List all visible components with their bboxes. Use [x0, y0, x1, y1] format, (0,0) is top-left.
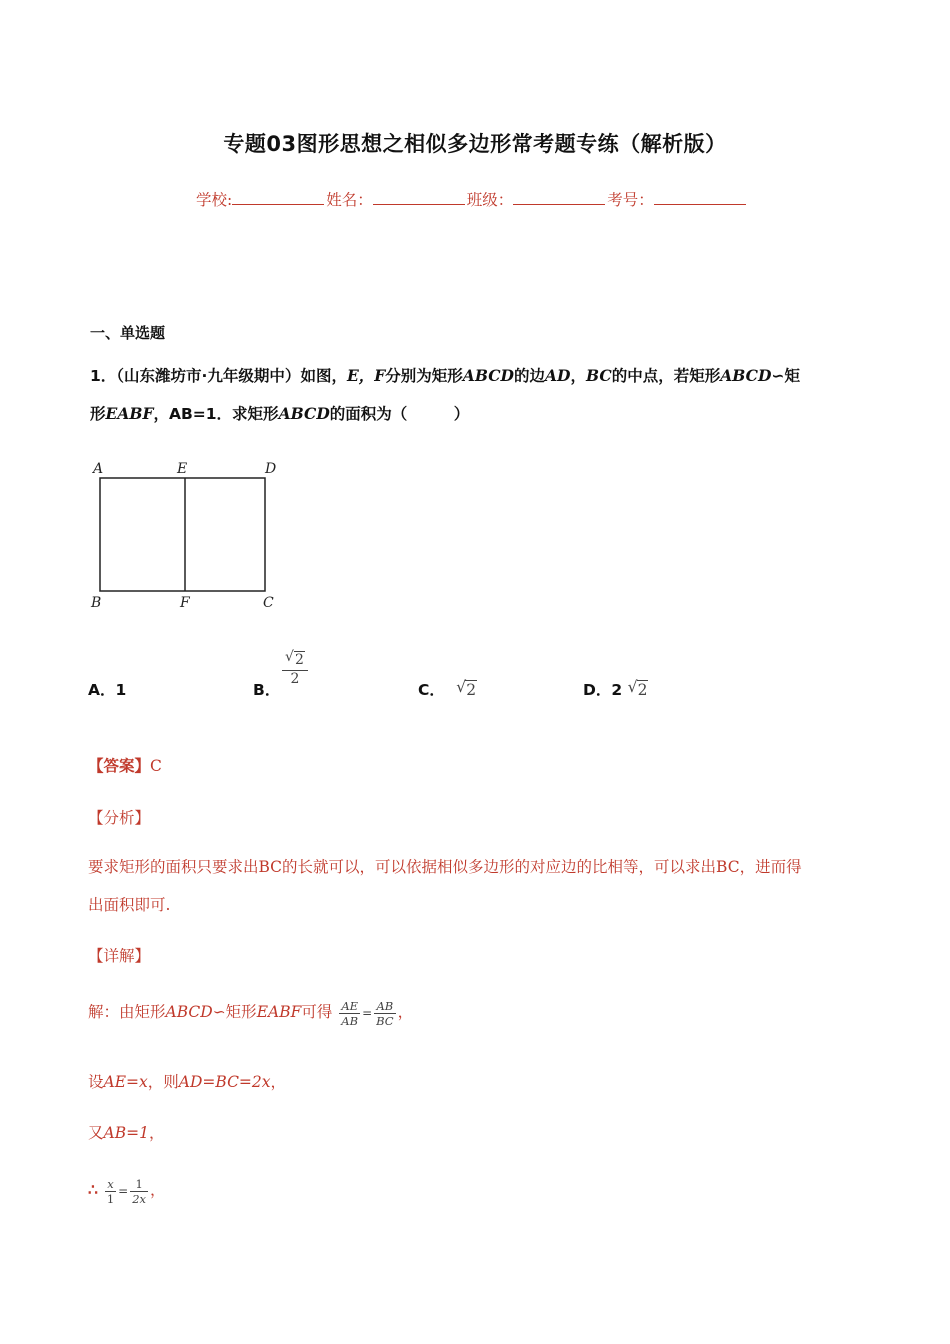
- fraction-denominator: AB: [341, 1013, 359, 1028]
- sqrt-icon: √ 2: [456, 678, 477, 699]
- question-var: ABCD: [720, 366, 772, 385]
- question-text: 的面积为（ ）: [329, 405, 470, 423]
- fraction-denominator: 2x: [132, 1191, 147, 1206]
- question-text: 的边: [514, 367, 546, 385]
- solution-step-1: [88, 992, 413, 1032]
- question-line-1: [90, 364, 800, 386]
- answer-line: [88, 754, 162, 776]
- answer-value: C: [150, 757, 162, 775]
- fraction-ab-bc: [374, 999, 395, 1028]
- question-var: E，F: [346, 366, 386, 385]
- step-expr: AE=x: [103, 1073, 148, 1091]
- sqrt-icon: √ 2: [627, 678, 648, 699]
- question-line-2: [90, 402, 469, 424]
- question-var: ABCD: [278, 404, 330, 423]
- fraction-ae-ab: [339, 999, 360, 1028]
- step-text: 解：由矩形: [88, 1003, 166, 1021]
- question-text: 分别为矩形: [385, 367, 463, 385]
- question-text: 的中点，若矩形: [611, 367, 721, 385]
- question-source: （山东潍坊市·九年级期中）: [116, 367, 301, 385]
- fraction-denominator: BC: [376, 1013, 394, 1028]
- option-d-coefficient: 2: [611, 681, 623, 699]
- question-var: ABCD: [462, 366, 514, 385]
- label-e: E: [177, 461, 188, 477]
- fraction-denominator: 1: [106, 1191, 115, 1206]
- section-title: 一、单选题: [90, 324, 166, 342]
- fraction-numerator: AE: [339, 999, 360, 1014]
- step-text: 可得: [301, 1003, 333, 1021]
- question-var: AD: [545, 366, 571, 385]
- student-info-line: [196, 188, 748, 210]
- rectangle-abcd: [100, 478, 265, 591]
- question-text: ，AB=1．求矩形: [153, 405, 279, 423]
- option-c[interactable]: [418, 678, 477, 700]
- equals-sign: =: [362, 1006, 373, 1020]
- option-a-label: A．: [88, 681, 116, 699]
- analysis-tag: 【分析】: [88, 809, 151, 827]
- step-text: ，: [270, 1073, 287, 1091]
- therefore-symbol: ∴: [88, 1180, 98, 1199]
- label-f: F: [180, 595, 190, 611]
- id-label: 考号：: [607, 191, 654, 209]
- step-text: ∽矩形: [212, 1003, 257, 1021]
- label-a: A: [93, 461, 104, 477]
- answer-tag: 【答案】: [88, 756, 151, 775]
- option-b-label: B．: [253, 681, 281, 699]
- step-text: ，则: [147, 1073, 179, 1091]
- class-blank[interactable]: [513, 190, 605, 205]
- fraction-x-1: [105, 1177, 116, 1206]
- equals-sign: =: [118, 1184, 129, 1198]
- question-number: 1．: [90, 367, 117, 385]
- name-label: 姓名：: [326, 191, 373, 209]
- option-c-label: C．: [418, 681, 445, 699]
- rectangle-figure: [85, 455, 285, 615]
- option-a[interactable]: [88, 678, 126, 700]
- step-var: EABF: [256, 1003, 302, 1021]
- solution-step-3: [88, 1121, 164, 1143]
- fraction-numerator: x: [105, 1177, 116, 1192]
- label-d: D: [265, 461, 277, 477]
- option-d[interactable]: [583, 678, 648, 700]
- step-expr: AD=BC=2x: [178, 1073, 271, 1091]
- school-blank[interactable]: [232, 190, 324, 205]
- name-blank[interactable]: [373, 190, 465, 205]
- step-text: ，: [397, 1003, 414, 1021]
- question-var: BC: [586, 366, 612, 385]
- option-d-label: D．: [583, 681, 612, 699]
- fraction-numerator: AB: [374, 999, 395, 1014]
- question-text: ，: [570, 367, 586, 385]
- page-title: 专题03图形思想之相似多边形常考题专练（解析版）: [223, 132, 727, 156]
- solution-step-4: [88, 1170, 166, 1210]
- option-d-radicand: 2: [637, 681, 648, 699]
- step-text: ，: [150, 1181, 166, 1199]
- class-label: 班级：: [466, 191, 514, 209]
- option-c-radicand: 2: [466, 681, 477, 699]
- option-b-fraction: [282, 649, 308, 687]
- analysis-line-2: 出面积即可.: [88, 896, 171, 914]
- question-var: EABF: [105, 404, 154, 423]
- option-b[interactable]: [253, 678, 280, 700]
- step-text: 设: [88, 1073, 104, 1091]
- detail-tag: 【详解】: [88, 947, 151, 965]
- option-a-value: 1: [115, 681, 127, 699]
- question-text: 形: [90, 405, 106, 423]
- question-text: 如图，: [300, 367, 347, 385]
- step-text: 又: [88, 1124, 104, 1142]
- option-b-denominator: 2: [290, 671, 300, 687]
- fraction-1-2x: [130, 1177, 148, 1206]
- option-b-numerator: 2: [295, 652, 304, 668]
- analysis-line-1: 要求矩形的面积只要求出BC的长就可以，可以依据相似多边形的对应边的比相等，可以求出BC，进而得: [88, 858, 802, 876]
- step-text: ，: [148, 1124, 165, 1142]
- step-expr: AB=1: [103, 1124, 149, 1142]
- sqrt-icon: √ 2: [285, 649, 304, 668]
- solution-step-2: [88, 1070, 286, 1092]
- question-text: ∽矩: [771, 367, 800, 385]
- id-blank[interactable]: [654, 190, 746, 205]
- step-var: ABCD: [165, 1003, 213, 1021]
- school-label: 学校:: [196, 191, 233, 209]
- fraction-numerator: 1: [130, 1177, 148, 1192]
- label-c: C: [263, 595, 274, 611]
- label-b: B: [91, 595, 102, 611]
